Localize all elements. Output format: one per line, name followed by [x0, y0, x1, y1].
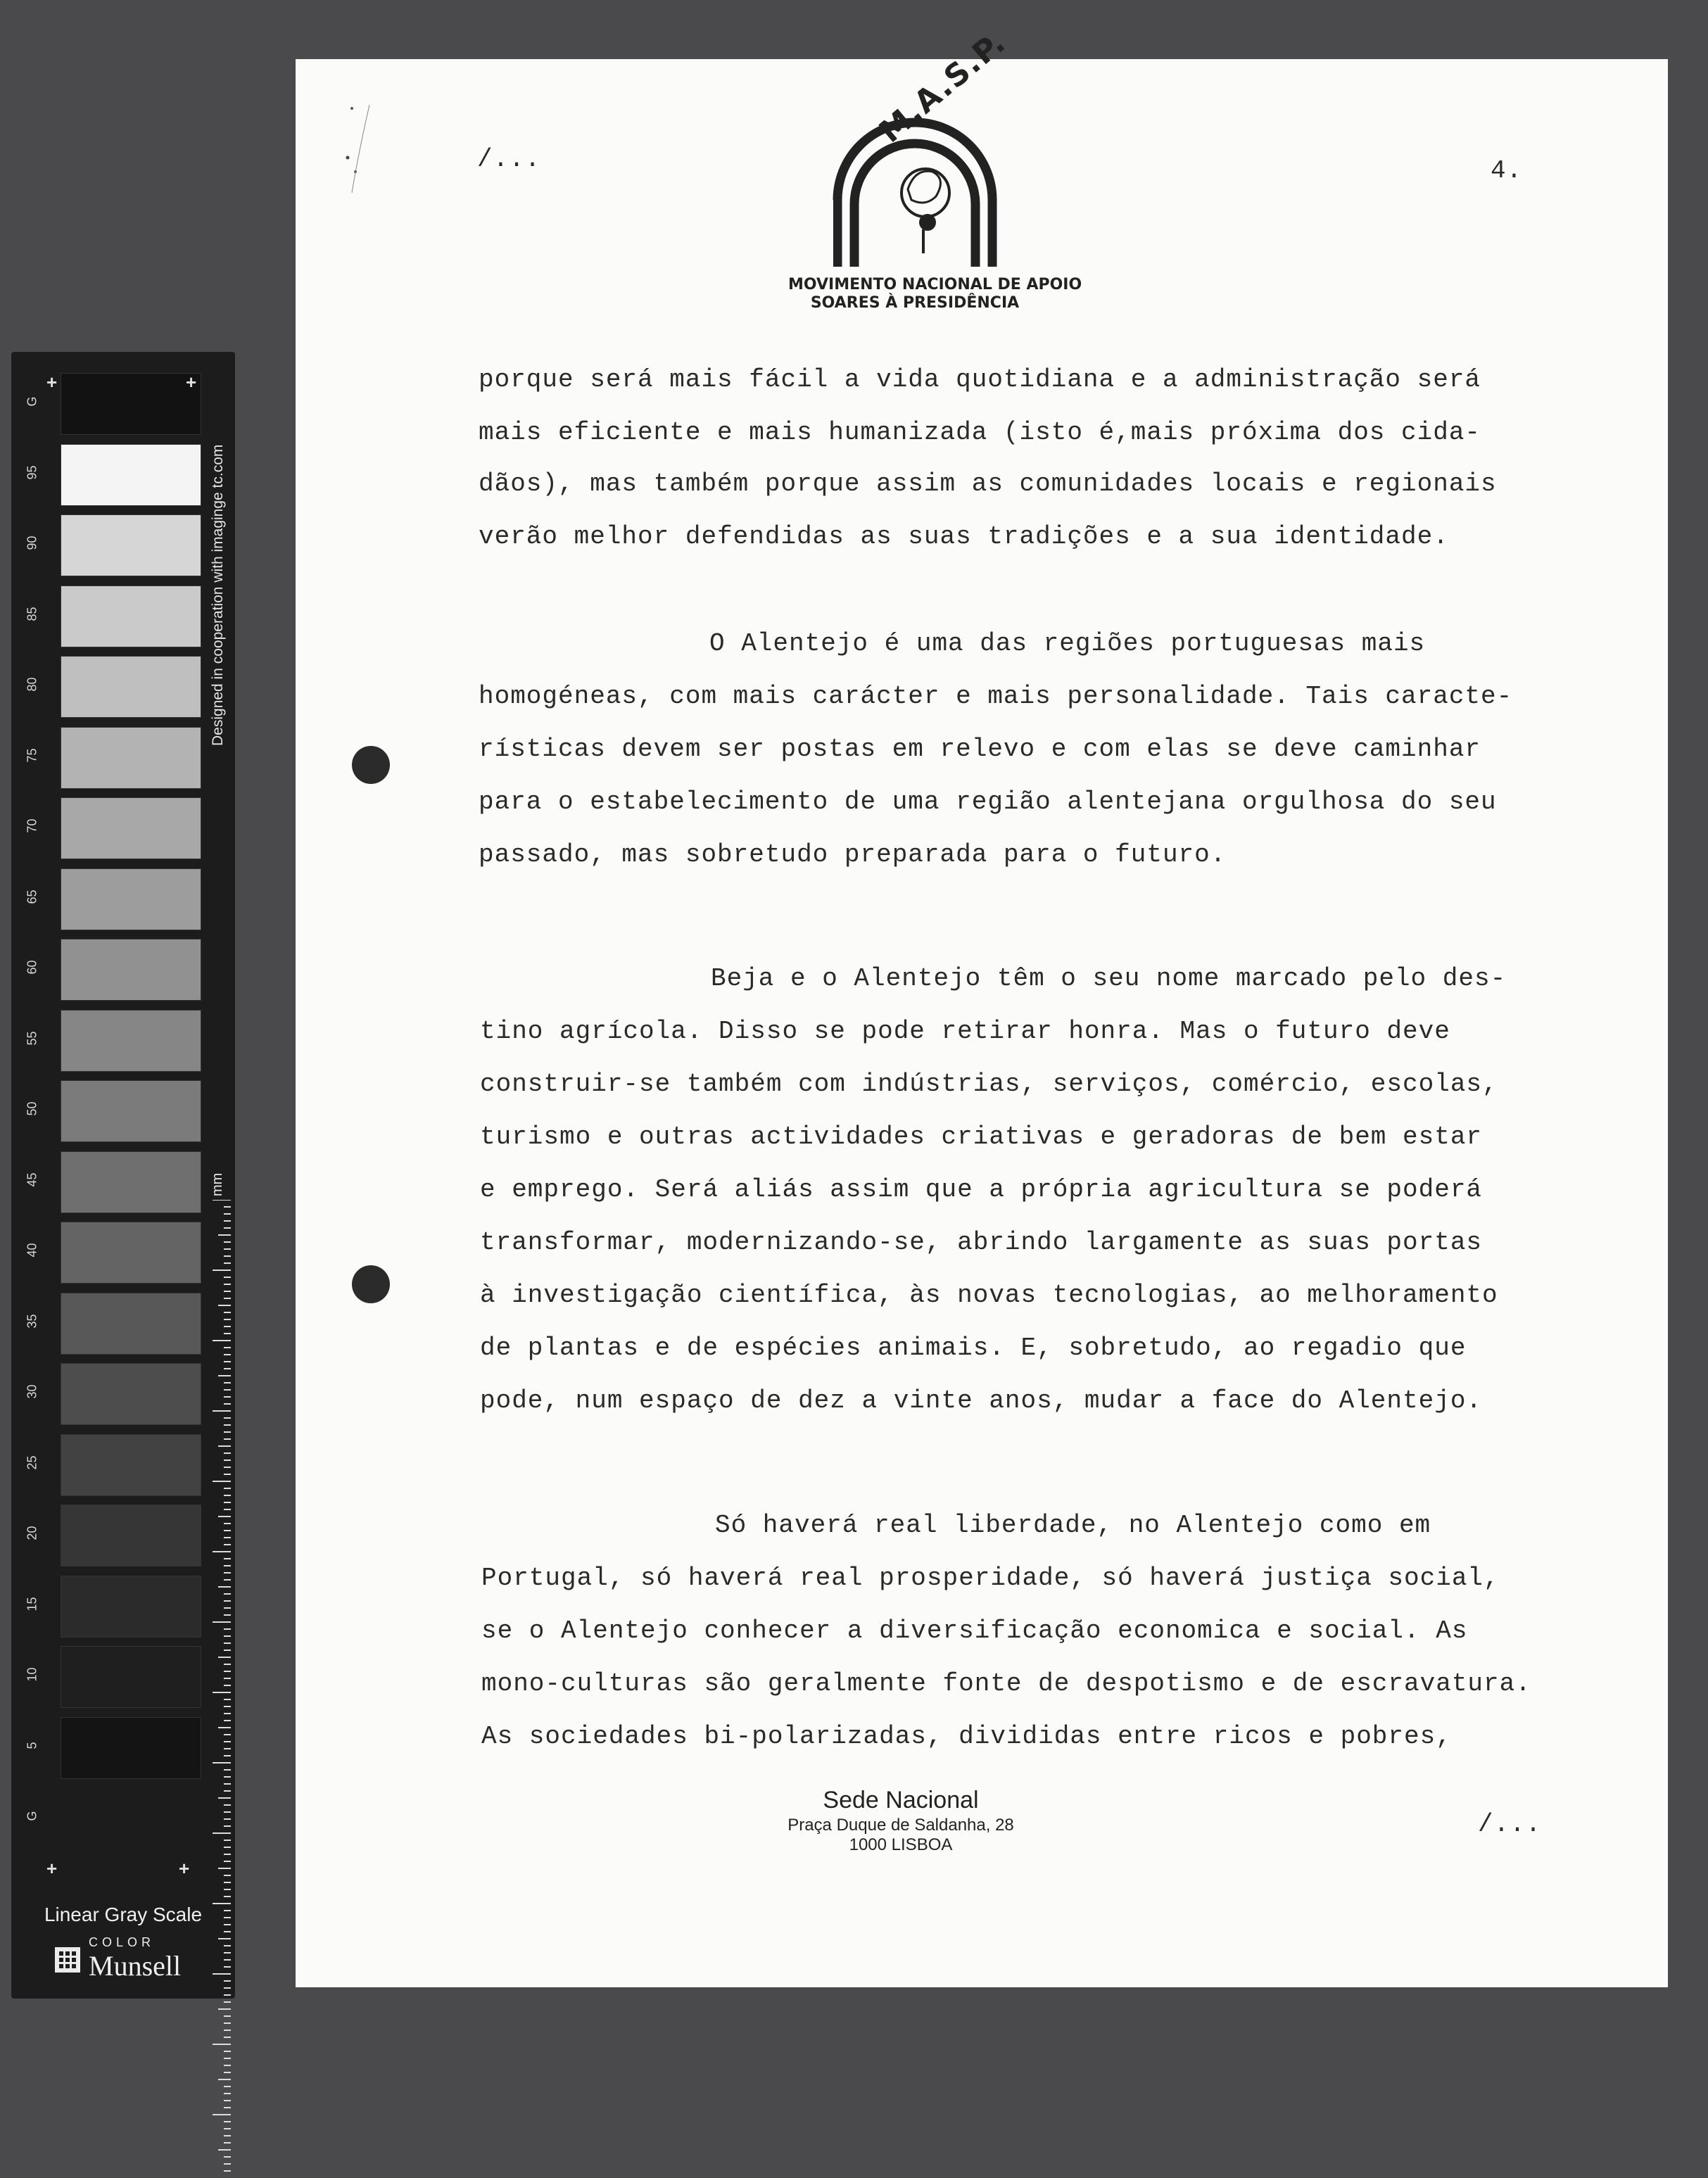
body-line: Só haverá real liberdade, no Alentejo como em	[715, 1511, 1431, 1540]
scale-number: G	[25, 1811, 39, 1821]
logo-line-2: SOARES À PRESIDÊNCIA	[810, 294, 1020, 312]
brand-name: Munsell	[89, 1950, 182, 1982]
scale-number: 30	[25, 1384, 39, 1399]
gray-patch	[61, 514, 201, 576]
plus-mark: +	[186, 372, 197, 393]
body-line: As sociedades bi-polarizadas, divididas entre ricos e pobres,	[481, 1722, 1452, 1751]
gray-patch	[61, 373, 201, 435]
gray-patch	[61, 1646, 201, 1708]
footer-city: 1000 LISBOA	[849, 1835, 953, 1854]
scale-number: 35	[25, 1313, 39, 1329]
scale-number: 55	[25, 1030, 39, 1046]
gray-patch	[61, 1717, 201, 1779]
gray-scale-card	[11, 352, 235, 1999]
body-line: de plantas e de espécies animais. E, sobretudo, ao regadio que	[480, 1334, 1467, 1362]
gray-patch	[61, 444, 201, 506]
gray-patch	[61, 656, 201, 718]
gray-patch	[61, 868, 201, 930]
plus-mark: +	[46, 1858, 58, 1879]
document-page	[296, 24, 1668, 1987]
body-line: Portugal, só haverá real prosperidade, só haverá justiça social,	[481, 1564, 1500, 1593]
punch-hole	[352, 746, 390, 784]
scale-number: 25	[25, 1455, 39, 1470]
scale-number: 80	[25, 677, 39, 692]
gray-patch	[61, 1434, 201, 1496]
gray-patch	[61, 797, 201, 859]
gray-patch	[61, 1010, 201, 1072]
scale-number: 95	[25, 464, 39, 480]
body-line: verão melhor defendidas as suas tradições e a sua identidade.	[479, 522, 1449, 551]
scale-number: 75	[25, 747, 39, 763]
scale-number: 10	[25, 1667, 39, 1682]
arch-emblem-icon	[809, 115, 1020, 277]
scale-number: G	[25, 396, 39, 407]
gray-patch	[61, 1222, 201, 1284]
continued-mark-bottom: /...	[1478, 1810, 1542, 1839]
scale-number: 5	[25, 1742, 39, 1749]
scale-number: 20	[25, 1526, 39, 1540]
gray-patch	[61, 1505, 201, 1566]
body-line: dãos), mas também porque assim as comunidades locais e regionais	[479, 469, 1497, 498]
scale-number: 70	[25, 818, 39, 833]
plus-mark: +	[179, 1858, 190, 1879]
body-line: à investigação científica, às novas tecnologias, ao melhoramento	[480, 1281, 1498, 1310]
body-line: construir-se também com indústrias, serviços, comércio, escolas,	[480, 1070, 1498, 1099]
gray-patch	[61, 1363, 201, 1425]
body-line: Beja e o Alentejo têm o seu nome marcado pelo des-	[711, 964, 1507, 993]
scale-number: 90	[25, 536, 39, 550]
page-number: 4.	[1491, 156, 1523, 185]
body-line: turismo e outras actividades criativas e geradoras de bem estar	[480, 1122, 1483, 1151]
designed-note: Designed in cooperation with imaginge tc.com	[210, 444, 226, 746]
body-line: pode, num espaço de dez a vinte anos, mudar a face do Alentejo.	[480, 1386, 1483, 1415]
scale-number: 15	[25, 1596, 39, 1612]
gray-patch	[61, 1576, 201, 1638]
gray-patch	[61, 1293, 201, 1355]
footer-title: Sede Nacional	[823, 1787, 979, 1813]
gray-patch	[61, 939, 201, 1001]
gray-patch	[61, 727, 201, 789]
scale-number: 65	[25, 889, 39, 904]
gray-patch	[61, 585, 201, 647]
body-line: e emprego. Será aliás assim que a própria agricultura se poderá	[480, 1175, 1483, 1204]
body-line: rísticas devem ser postas em relevo e com elas se deve caminhar	[479, 735, 1481, 764]
plus-mark: +	[46, 372, 58, 393]
card-title: Linear Gray Scale	[44, 1904, 203, 1925]
body-line: tino agrícola. Disso se pode retirar honra. Mas o futuro deve	[480, 1017, 1450, 1046]
mm-label: mm	[210, 1172, 225, 1196]
punch-hole	[352, 1265, 390, 1303]
body-line: para o estabelecimento de uma região alentejana orgulhosa do seu	[479, 787, 1497, 816]
body-line: homogéneas, com mais carácter e mais personalidade. Tais caracte-	[479, 682, 1513, 711]
body-line: O Alentejo é uma das regiões portuguesas mais	[709, 629, 1426, 658]
body-line: transformar, modernizando-se, abrindo largamente as suas portas	[480, 1228, 1483, 1257]
scale-number: 50	[25, 1101, 39, 1116]
scale-number: 85	[25, 606, 39, 621]
scale-number: 45	[25, 1172, 39, 1187]
scale-number: 60	[25, 960, 39, 975]
scale-number: 40	[25, 1243, 39, 1258]
body-line: passado, mas sobretudo preparada para o futuro.	[479, 840, 1227, 869]
body-line: mono-culturas são geralmente fonte de despotismo e de escravatura.	[481, 1669, 1531, 1698]
continued-mark-top: /...	[477, 145, 541, 174]
gray-patch	[61, 1080, 201, 1142]
mm-ruler	[210, 1200, 231, 2178]
munsell-grid-icon	[53, 1946, 82, 1974]
munsell-logo	[53, 1935, 194, 1984]
body-line: se o Alentejo conhecer a diversificação economica e social. As	[481, 1616, 1468, 1645]
brand-sub: COLOR	[89, 1935, 156, 1949]
body-line: mais eficiente e mais humanizada (isto é,mais próxima dos cida-	[479, 418, 1481, 447]
logo-line-1: MOVIMENTO NACIONAL DE APOIO	[788, 276, 1082, 293]
masp-logo	[788, 24, 1082, 341]
gray-patch	[61, 1151, 201, 1213]
stray-marks	[338, 101, 373, 200]
footer-address: Praça Duque de Saldanha, 28	[787, 1816, 1014, 1835]
body-line: porque será mais fácil a vida quotidiana e a administração será	[479, 365, 1481, 394]
logo-acronym: M.A.S.P.	[873, 24, 1013, 151]
